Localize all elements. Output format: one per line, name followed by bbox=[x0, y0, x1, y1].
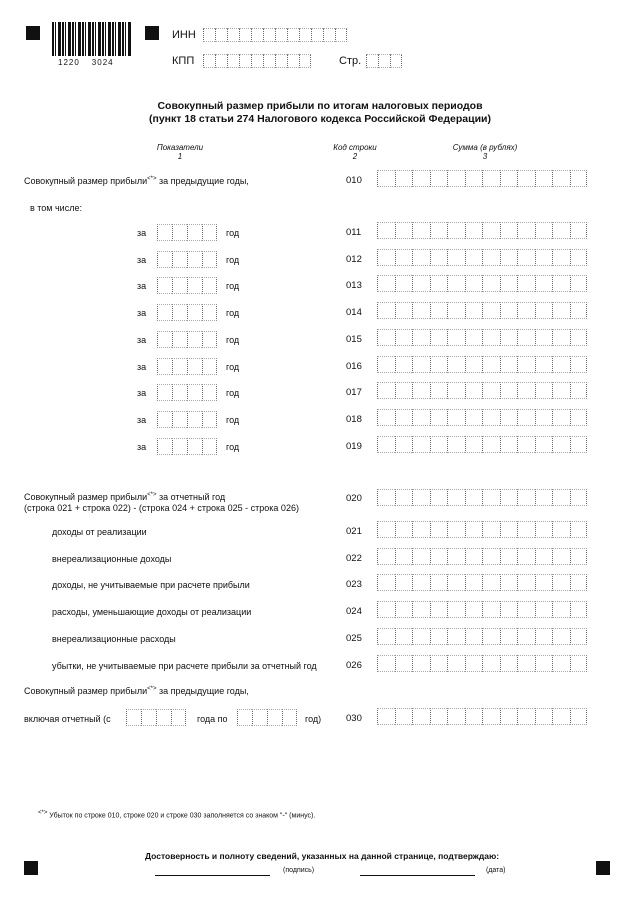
item-row-amount-field[interactable] bbox=[377, 574, 587, 591]
row-030-year-to-field[interactable] bbox=[237, 709, 297, 726]
row-030-code: 030 bbox=[346, 713, 362, 724]
barcode-number-right: 3024 bbox=[91, 58, 114, 67]
year-row-amount-field[interactable] bbox=[377, 382, 587, 399]
year-row-year-field[interactable] bbox=[157, 438, 217, 455]
corner-marker-bottom-right bbox=[596, 861, 610, 875]
item-row-amount-field[interactable] bbox=[377, 655, 587, 672]
corner-marker-bottom-left bbox=[24, 861, 38, 875]
row-010-amount-field[interactable] bbox=[377, 170, 587, 187]
year-row-za: за bbox=[137, 281, 147, 292]
barcode-numbers bbox=[58, 58, 126, 67]
year-row-year-field[interactable] bbox=[157, 251, 217, 268]
item-row-code: 021 bbox=[346, 526, 362, 537]
col-header-indicators: Показатели 1 bbox=[156, 143, 204, 161]
inn-label: ИНН bbox=[172, 29, 196, 41]
row-030-incl-end: год) bbox=[305, 714, 322, 724]
year-row-code: 018 bbox=[346, 413, 362, 425]
year-row-year-field[interactable] bbox=[157, 358, 217, 375]
year-row-code: 012 bbox=[346, 253, 362, 265]
year-row-za: за bbox=[137, 441, 147, 452]
year-row-amount-field[interactable] bbox=[377, 329, 587, 346]
page-label: Стр. bbox=[339, 55, 362, 67]
page-field[interactable] bbox=[366, 54, 402, 68]
year-row-amount-field[interactable] bbox=[377, 436, 587, 453]
year-row-code: 019 bbox=[346, 440, 362, 452]
including-label: в том числе: bbox=[30, 203, 82, 213]
date-line[interactable] bbox=[360, 875, 475, 876]
year-row-code: 015 bbox=[346, 333, 362, 345]
signature-statement: Достоверность и полноту сведений, указанных на данной странице, подтверждаю: bbox=[145, 851, 500, 861]
item-row-code: 026 bbox=[346, 659, 362, 671]
item-row-amount-field[interactable] bbox=[377, 521, 587, 538]
year-row-god: год bbox=[226, 414, 240, 425]
item-row-code: 022 bbox=[346, 552, 362, 564]
corner-marker-top-right bbox=[145, 26, 159, 40]
year-row-amount-field[interactable] bbox=[377, 302, 587, 319]
year-row-year-field[interactable] bbox=[157, 384, 217, 401]
item-row-label: доходы, не учитываемые при расчете прибыли bbox=[52, 580, 250, 591]
row-010-label: Совокупный размер прибыли<*> за предыдущие годы, bbox=[24, 176, 249, 186]
year-row-za: за bbox=[137, 254, 147, 265]
footnote: <*> Убыток по строке 010, строке 020 и строке 030 заполняется со знаком "-" (минус). bbox=[38, 810, 316, 820]
year-row-god: год bbox=[226, 441, 240, 452]
item-row-code: 024 bbox=[346, 606, 362, 618]
inn-field[interactable] bbox=[203, 28, 347, 42]
item-row-code: 023 bbox=[346, 579, 362, 591]
item-row-label: расходы, уменьшающие доходы от реализации bbox=[52, 607, 252, 618]
row-030-year-from-field[interactable] bbox=[126, 709, 186, 726]
year-row-amount-field[interactable] bbox=[377, 249, 587, 266]
kpp-field[interactable] bbox=[203, 54, 311, 68]
row-030-label: Совокупный размер прибыли<*> за предыдущие годы, bbox=[24, 686, 249, 696]
col-header-sum: Сумма (в рублях) 3 bbox=[452, 143, 518, 161]
year-row-year-field[interactable] bbox=[157, 411, 217, 428]
item-row-label: доходы от реализации bbox=[52, 527, 147, 537]
year-row-year-field[interactable] bbox=[157, 331, 217, 348]
year-row-za: за bbox=[137, 334, 147, 345]
item-row-amount-field[interactable] bbox=[377, 548, 587, 565]
year-row-god: год bbox=[226, 334, 240, 345]
year-row-code: 014 bbox=[346, 307, 362, 319]
year-row-amount-field[interactable] bbox=[377, 275, 587, 292]
year-row-za: за bbox=[137, 414, 147, 425]
year-row-code: 013 bbox=[346, 280, 362, 292]
year-row-code: 011 bbox=[346, 227, 362, 238]
barcode bbox=[52, 22, 132, 56]
year-row-za: за bbox=[137, 388, 147, 399]
col-header-code: Код строки 2 bbox=[333, 143, 377, 161]
date-label: (дата) bbox=[486, 867, 506, 874]
year-row-code: 017 bbox=[346, 387, 362, 399]
item-row-label: внереализационные доходы bbox=[52, 553, 172, 564]
year-row-amount-field[interactable] bbox=[377, 222, 587, 239]
row-020-amount-field[interactable] bbox=[377, 489, 587, 506]
year-row-za: за bbox=[137, 361, 147, 372]
year-row-amount-field[interactable] bbox=[377, 356, 587, 373]
row-020-code: 020 bbox=[346, 493, 362, 504]
year-row-year-field[interactable] bbox=[157, 304, 217, 321]
year-row-god: год bbox=[226, 228, 240, 238]
barcode-number-left: 1220 bbox=[58, 58, 80, 67]
signature-label: (подпись) bbox=[283, 867, 315, 874]
year-row-year-field[interactable] bbox=[157, 277, 217, 294]
corner-marker-top-left bbox=[26, 26, 40, 40]
signature-line[interactable] bbox=[155, 875, 270, 876]
row-030-amount-field[interactable] bbox=[377, 708, 587, 725]
item-row-label: внереализационные расходы bbox=[52, 633, 176, 644]
row-020-formula: (строка 021 + строка 022) - (строка 024 + строка 025 - строка 026) bbox=[24, 503, 299, 513]
title-line2: (пункт 18 статьи 274 Налогового кодекса Российской Федерации) bbox=[149, 113, 491, 125]
year-row-god: год bbox=[226, 254, 240, 265]
year-row-code: 016 bbox=[346, 360, 362, 372]
kpp-label: КПП bbox=[172, 55, 195, 67]
item-row-label: убытки, не учитываемые при расчете прибыли за отчетный год bbox=[52, 660, 317, 671]
item-row-amount-field[interactable] bbox=[377, 628, 587, 645]
year-row-za: за bbox=[137, 228, 147, 238]
year-row-god: год bbox=[226, 361, 240, 372]
row-010-code: 010 bbox=[346, 175, 362, 186]
row-020-label: Совокупный размер прибыли<*> за отчетный год bbox=[24, 492, 226, 502]
year-row-za: за bbox=[137, 308, 147, 319]
row-030-incl-to: года по bbox=[197, 714, 228, 724]
year-row-amount-field[interactable] bbox=[377, 409, 587, 426]
item-row-code: 025 bbox=[346, 632, 362, 644]
year-row-god: год bbox=[226, 308, 240, 319]
year-row-god: год bbox=[226, 388, 240, 399]
item-row-amount-field[interactable] bbox=[377, 601, 587, 618]
title-line1: Совокупный размер прибыли по итогам налоговых периодов bbox=[157, 100, 483, 112]
year-row-god: год bbox=[226, 281, 240, 292]
row-030-incl-from: включая отчетный (с bbox=[24, 714, 111, 724]
year-row-year-field[interactable] bbox=[157, 224, 217, 241]
